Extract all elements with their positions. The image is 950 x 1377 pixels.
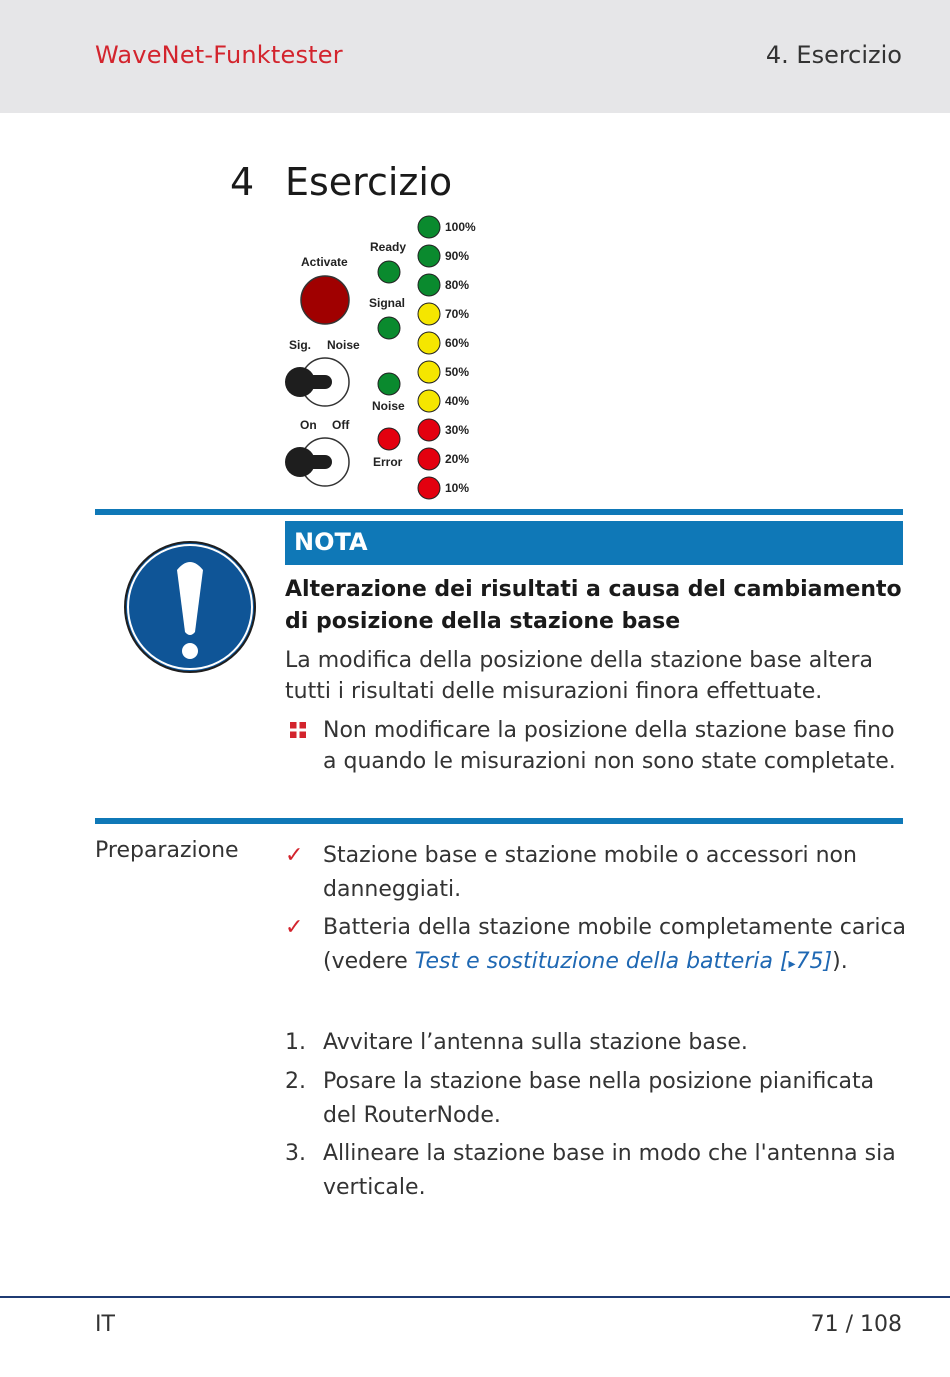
note-label-bar: NOTA xyxy=(285,521,903,565)
level-label: 50% xyxy=(445,365,470,379)
step-number: 2. xyxy=(285,1069,306,1094)
noise-switch-label: Noise xyxy=(327,338,360,352)
signal-led-icon xyxy=(378,317,400,339)
off-label: Off xyxy=(332,418,350,432)
sig-noise-lever-icon xyxy=(300,375,332,389)
activate-label: Activate xyxy=(301,255,348,269)
prereq-text xyxy=(323,911,910,981)
chapter-title: Esercizio xyxy=(285,160,453,204)
page-arrow-icon: ▸ xyxy=(788,956,796,972)
level-label: 90% xyxy=(445,249,470,263)
chapter-reference: 4. Esercizio xyxy=(765,41,902,69)
footer-language: IT xyxy=(95,1312,115,1337)
checkmark-icon: ✓ xyxy=(285,843,304,868)
error-led-icon xyxy=(378,428,400,450)
exclamation-warning-icon xyxy=(123,540,257,674)
prereq-item xyxy=(285,839,910,907)
level-label: 20% xyxy=(445,452,470,466)
step-item xyxy=(285,1137,910,1205)
ready-label: Ready xyxy=(370,240,407,254)
sig-label: Sig. xyxy=(289,338,312,352)
noise-led-icon xyxy=(378,373,400,395)
link-page[interactable]: 75] xyxy=(795,949,833,974)
step-text: Allineare la stazione base in modo che l'antenna sia verticale. xyxy=(323,1141,896,1200)
footer-rule xyxy=(0,1296,950,1298)
level-label: 10% xyxy=(445,481,470,495)
square-bullet-icon xyxy=(290,722,306,738)
level-led-icon xyxy=(418,216,440,238)
level-label: 30% xyxy=(445,423,470,437)
note-top-rule xyxy=(95,509,903,515)
level-label: 80% xyxy=(445,278,470,292)
on-label: On xyxy=(300,418,317,432)
chapter-heading xyxy=(230,160,452,204)
link-text[interactable]: Test e sostituzione della batteria [ xyxy=(414,949,789,974)
step-item xyxy=(285,1065,910,1133)
step-item xyxy=(285,1026,910,1060)
chapter-number: 4 xyxy=(230,160,255,204)
level-label: 40% xyxy=(445,394,470,408)
noise-led-label: Noise xyxy=(372,399,405,413)
preparation-label: Preparazione xyxy=(95,838,239,863)
note-bullet-text: Non modificare la posizione della stazione base fino a quando le misurazioni non sono state completate. xyxy=(323,718,896,774)
level-label: 100% xyxy=(445,220,476,234)
on-off-lever-icon xyxy=(300,455,332,469)
level-led-icon xyxy=(418,390,440,412)
prereq-text: Stazione base e stazione mobile o accessori non danneggiati. xyxy=(323,843,857,902)
signal-level-scale xyxy=(418,216,476,499)
note-bottom-rule xyxy=(95,818,903,824)
brand-title: WaveNet-Funktester xyxy=(95,41,343,69)
prereq-item xyxy=(285,911,910,981)
checkmark-icon: ✓ xyxy=(285,915,304,940)
step-number: 1. xyxy=(285,1030,306,1055)
step-number: 3. xyxy=(285,1141,306,1166)
note-body: La modifica della posizione della stazione base altera tutti i risultati delle misurazioni finora effettuate. xyxy=(285,648,873,704)
prereq-text-after: ). xyxy=(832,949,848,974)
level-label: 70% xyxy=(445,307,470,321)
step-text: Posare la stazione base nella posizione pianificata del RouterNode. xyxy=(323,1069,875,1128)
level-led-icon xyxy=(418,245,440,267)
level-led-icon xyxy=(418,448,440,470)
ready-led-icon xyxy=(378,261,400,283)
level-led-icon xyxy=(418,477,440,499)
footer-page-number: 71 / 108 xyxy=(810,1312,902,1337)
error-label: Error xyxy=(373,455,403,469)
page-header xyxy=(0,0,950,113)
battery-test-link[interactable] xyxy=(415,949,832,974)
level-led-icon xyxy=(418,332,440,354)
level-led-icon xyxy=(418,274,440,296)
level-led-icon xyxy=(418,361,440,383)
note-title: Alterazione dei risultati a causa del cambiamento di posizione della stazione base xyxy=(285,577,902,634)
level-led-icon xyxy=(418,303,440,325)
step-text: Avvitare l’antenna sulla stazione base. xyxy=(323,1030,748,1055)
level-led-icon xyxy=(418,419,440,441)
prereq-text-before: Batteria della stazione mobile completamente carica (vedere xyxy=(323,915,907,974)
tester-panel-illustration xyxy=(280,210,500,505)
signal-label: Signal xyxy=(369,296,406,310)
level-label: 60% xyxy=(445,336,470,350)
activate-button-icon xyxy=(301,276,349,324)
